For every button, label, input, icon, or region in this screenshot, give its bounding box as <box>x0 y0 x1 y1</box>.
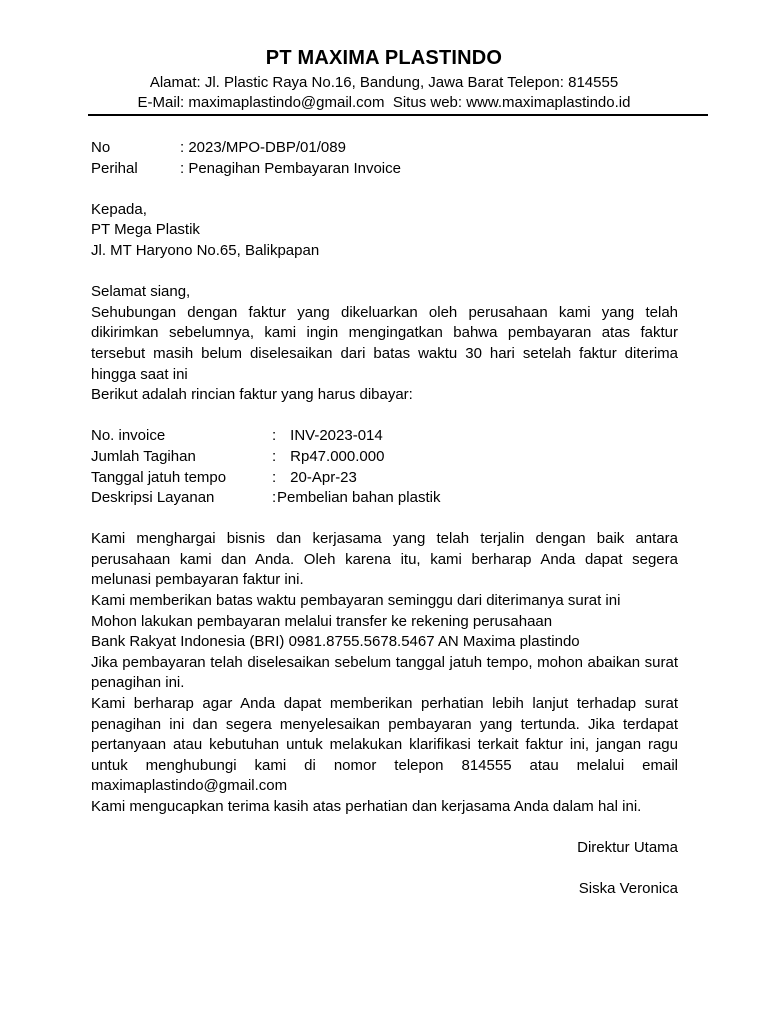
details-intro: Berikut adalah rincian faktur yang harus dibayar: <box>91 386 413 404</box>
invoice-detail-value: Rp47.000.000 <box>286 447 385 465</box>
invoice-detail-value: INV-2023-014 <box>286 427 383 445</box>
invoice-detail-value: 20-Apr-23 <box>286 468 357 486</box>
recipient-name: PT Mega Plastik <box>91 221 200 239</box>
greeting: Selamat siang, <box>91 283 191 301</box>
invoice-details <box>91 426 678 508</box>
closing-paragraph-thanks: Kami mengucapkan terima kasih atas perhatian dan kerjasama Anda dalam hal ini. <box>91 798 642 815</box>
invoice-detail-separator: : <box>272 489 277 507</box>
intro-paragraph: Sehubungan dengan faktur yang dikeluarkan oleh perusahaan kami yang telah dikirimkan sebelumnya, kami ingin mengingatkan bahwa pembayaran atas faktur tersebut masih belum diselesaikan dari batas waktu 30 hari setelah faktur diterima hingga saat ini <box>91 303 678 383</box>
closing-paragraph-ignore: Jika pembayaran telah diselesaikan sebelum tanggal jatuh tempo, mohon abaikan surat penagihan ini. <box>91 653 678 692</box>
invoice-detail-label: No. invoice <box>91 427 166 445</box>
recipient-address: Jl. MT Haryono No.65, Balikpapan <box>91 241 320 259</box>
invoice-detail-separator: : <box>272 427 277 445</box>
invoice-detail-row <box>91 488 678 509</box>
signature-title: Direktur Utama <box>577 839 678 857</box>
closing-paragraph-contact: Kami berharap agar Anda dapat memberikan perhatian lebih lanjut terhadap surat penagihan ini dan segera menyelesaikan pembayaran yang tertunda. Jika terdapat pertanyaan atau kebutuhan untuk melakukan klarifikasi terkait faktur ini, jangan ragu untuk menghubungi kami di nomor telepon 814555 atau melalui email maximaplastindo@gmail.com <box>91 695 678 795</box>
company-address: Alamat: Jl. Plastic Raya No.16, Bandung, Jawa Barat Telepon: 814555 <box>149 74 619 91</box>
letter-subject-row <box>91 159 678 180</box>
invoice-detail-row <box>91 426 678 447</box>
invoice-detail-label: Tanggal jatuh tempo <box>91 468 227 486</box>
letter-body <box>91 138 678 900</box>
letter-number-value: : 2023/MPO-DBP/01/089 <box>180 139 346 156</box>
letter-subject-label: Perihal <box>91 159 138 177</box>
closing-paragraph-appreciation: Kami menghargai bisnis dan kerjasama yang telah terjalin dengan baik antara perusahaan kami dan Anda. Oleh karena itu, kami berharap Anda dapat segera melunasi pembayaran faktur ini. <box>91 530 678 589</box>
closing-paragraph-transfer: Mohon lakukan pembayaran melalui transfer ke rekening perusahaan <box>91 612 553 630</box>
company-contact: E-Mail: maximaplastindo@gmail.com Situs web: www.maximaplastindo.id <box>137 94 631 111</box>
letterhead <box>0 45 768 113</box>
signature-name: Siska Veronica <box>578 880 678 898</box>
invoice-detail-separator: : <box>272 447 277 465</box>
invoice-detail-label: Deskripsi Layanan <box>91 489 215 507</box>
invoice-detail-row <box>91 468 678 489</box>
invoice-detail-label: Jumlah Tagihan <box>91 447 196 465</box>
letter-subject-value: : Penagihan Pembayaran Invoice <box>180 159 401 177</box>
invoice-detail-separator: : <box>272 468 277 486</box>
letter-number-label: No <box>91 139 111 156</box>
recipient-salutation: Kepada, <box>91 200 147 218</box>
bank-account: Bank Rakyat Indonesia (BRI) 0981.8755.5678.5467 AN Maxima plastindo <box>91 633 580 651</box>
invoice-detail-value: Pembelian bahan plastik <box>277 489 441 507</box>
company-name: PT MAXIMA PLASTINDO <box>265 47 503 69</box>
header-divider <box>88 114 708 116</box>
letter-number-row <box>91 138 678 159</box>
closing-paragraph-deadline: Kami memberikan batas waktu pembayaran seminggu dari diterimanya surat ini <box>91 592 621 610</box>
invoice-detail-row <box>91 447 678 468</box>
